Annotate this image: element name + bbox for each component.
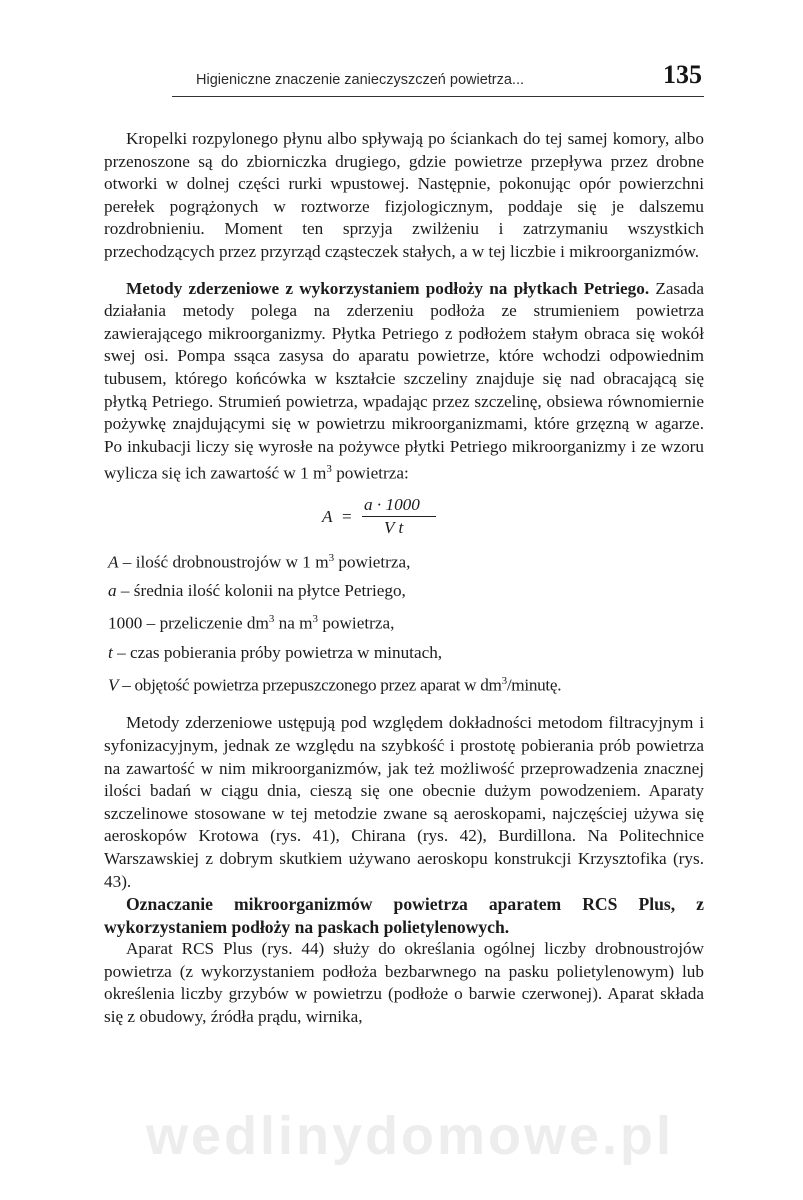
def-text-after: powietrza, [334,552,411,572]
superscript: 3 [326,463,332,476]
formula [104,494,704,538]
section-rcs-plus [104,893,704,1028]
definition-item [108,544,704,577]
section-heading: Metody zderzeniowe z wykorzystaniem podłoży na płytkach Petriego. [126,278,650,298]
definition-item [108,577,704,606]
page-body [104,128,704,1028]
paragraph-1: Kropelki rozpylonego płynu albo spływają po ściankach do tej samej komory, albo przenoszone są do zbiorniczka drugiego, gdzie powietrze przepływa przez drobne otworki w dolnej części rurki wpustowej. Następnie, pokonując opór powierzchni perełek pogrążonych w roztworze fizjologicznym, poddaje się je dalszemu rozdrobnieniu. Moment ten sprzyja zwilżeniu i zatrzymaniu wszystkich przechodzących przez przyrząd cząsteczek stałych, a w tej liczbie i mikroorganizmów. [104,129,704,261]
running-title: Higieniczne znaczenie zanieczyszczeń powietrza... [196,72,525,88]
def-text-after: /minutę. [506,675,562,695]
superscript: 3 [268,613,275,626]
formula-lhs: A [322,506,333,526]
def-symbol: A [108,552,119,572]
page-number: 135 [663,60,702,89]
formula-denominator: V t [384,517,404,537]
formula-equals: = [342,506,352,526]
page-header [172,60,704,97]
def-text-after: na m [274,614,313,634]
superscript: 3 [312,613,319,626]
definition-item [108,667,704,700]
section-impact-methods [104,278,704,486]
section-text-end: powietrza: [331,464,409,484]
def-text: – czas pobierania próby powietrza w minutach, [112,642,443,662]
def-text: – ilość drobnoustrojów w 1 m [118,552,329,572]
def-text: 1000 – przeliczenie dm [108,614,269,634]
superscript: 3 [328,551,335,564]
def-symbol: a [108,580,117,600]
definition-item [108,639,704,668]
section-text: Aparat RCS Plus (rys. 44) służy do określania ogólnej liczby drobnoustrojów powietrza (z wykorzystaniem podłoża bezbarwnego na pasku polietylenowym) lub określenia liczby grzybów w powietrzu (podłoże o barwie czerwonej). Aparat składa się z obudowy, źródła prądu, wirnika, [104,939,704,1026]
superscript: 3 [501,675,507,688]
watermark: wedlinydomowe.pl [145,1106,675,1166]
def-text: – objętość powietrza przepuszczonego przez aparat w dm [118,675,502,695]
def-text-after: powietrza, [318,614,395,634]
definition-item [108,605,704,638]
def-symbol: V [108,675,119,695]
section-heading: Oznaczanie mikroorganizmów powietrza aparatem RCS Plus, z wykorzystaniem podłoży na paskach polietylenowych. [104,894,704,937]
formula-numerator: a · 1000 [364,494,420,514]
def-symbol: t [108,642,113,662]
definitions-list [108,544,704,701]
section-text: Zasada działania metody polega na zderzeniu podłoża ze strumieniem powietrza zawierającego mikroorganizmy. Płytka Petriego z podłożem stałym obraca się wokół swej osi. Pompa ssąca zasysa do aparatu powietrze, które wchodzi odpowiednim tubusem, którego końcówka w kształcie szczeliny znajduje się nad obracającą się płytką Petriego. Strumień powietrza, wpadając przez szczelinę, obsiewa równomiernie pożywkę znajdującymi się w powietrzu mikroorganizmami, które grzęzną w agarze. Po inkubacji liczy się wyrosłe na pożywce płytki Petriego mikroorganizmy i ze wzoru wylicza się ich zawartość w 1 m [104,278,705,484]
paragraph-2: Metody zderzeniowe ustępują pod względem dokładności metodom filtracyjnym i syfonizacyjnym, jednak ze względu na szybkość i prostotę pobierania prób powietrza na zawartość w nim mikroorganizmów, jak też możliwość przeprowadzenia znacznej ilości badań w ciągu dnia, cieszą się one obecnie dużym powodzeniem. Aparaty szczelinowe stosowane w tej metodzie zwane są aeroskopami, najczęściej używa się aeroskopów Krotowa (rys. 41), Chirana (rys. 42), Burdillona. Na Politechnice Warszawskiej z dobrym skutkiem używano aeroskopu konstrukcji Krzysztofika (rys. 43). [104,713,704,891]
def-text: – średnia ilość kolonii na płytce Petriego, [116,580,406,600]
